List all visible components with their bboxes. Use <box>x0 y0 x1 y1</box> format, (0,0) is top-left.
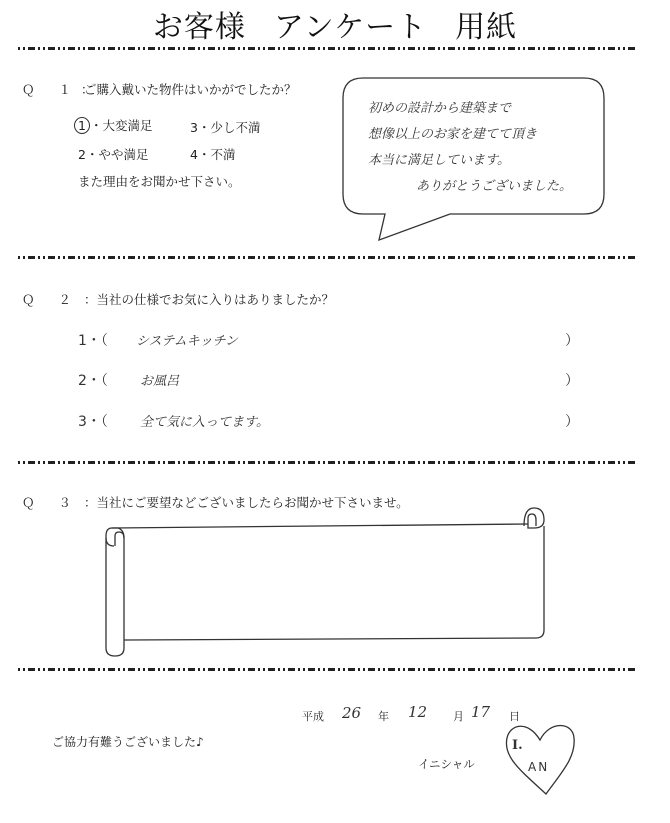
scroll-right-edge <box>536 526 544 638</box>
date-year-unit: 年 <box>378 710 389 723</box>
scroll-left-inner <box>106 538 114 546</box>
option-number: 2 <box>78 147 86 162</box>
option-number: 4 <box>190 147 198 162</box>
date-month: 12 <box>408 703 428 721</box>
answer-line: ありがとうございました。 <box>416 179 573 194</box>
title-part-customer: お客様 <box>152 10 246 45</box>
answer-line: 想像以上のお家を建てて頂き <box>368 127 538 142</box>
answer-line: 初めの設計から建築まで <box>368 101 512 116</box>
q1-label: Ｑ １： <box>22 82 104 97</box>
q2-item-2-number: 2・（ <box>78 373 108 389</box>
q2-item-1-number: 1・（ <box>78 333 108 349</box>
scroll-right-roll <box>524 508 544 528</box>
q1-reason-prompt: また理由をお聞かせ下さい。 <box>78 174 241 189</box>
option-text: ・不満 <box>197 147 236 162</box>
q2-item-3-answer: 全て気に入ってます。 <box>140 415 269 430</box>
q3-label: Ｑ ３ <box>22 495 81 510</box>
initial-line-2: AN <box>528 760 550 774</box>
q2-question: ：当社の仕様でお気に入りはありましたか？ <box>84 292 335 307</box>
q2-label: Ｑ ２ <box>22 292 81 307</box>
q3-question: ：当社にご要望などございましたらお聞かせ下さいませ。 <box>84 495 409 510</box>
q2-item-1-close: ） <box>565 333 579 349</box>
option-number: 1 <box>78 118 86 133</box>
q2-item-2-answer: お風呂 <box>140 374 180 389</box>
q3-answer-area[interactable] <box>140 545 530 625</box>
separator-line <box>18 461 638 464</box>
option-text: ・大変満足 <box>89 118 153 133</box>
scroll-left-curl <box>115 532 124 546</box>
scroll-bottom-edge <box>124 638 536 640</box>
date-month-unit: 月 <box>453 710 464 723</box>
separator-line <box>18 668 638 671</box>
q2-item-3-close: ） <box>565 414 579 430</box>
option-text: ・少し不満 <box>197 120 261 135</box>
title-part-form: 用紙 <box>455 10 518 45</box>
option-number: 3 <box>190 120 198 135</box>
q2-item-3-number: 3・（ <box>78 414 108 430</box>
q2-item-2-close: ） <box>565 373 579 389</box>
initial-line-1: I. <box>512 738 523 753</box>
q2-heading <box>22 290 334 308</box>
date-year: 26 <box>342 704 362 722</box>
title-part-survey: アンケート <box>273 10 428 45</box>
date-day: 17 <box>471 703 491 721</box>
separator-line <box>18 256 638 259</box>
thanks-message: ご協力有難うございました♪ <box>52 735 204 749</box>
q2-item-1-answer: システムキッチン <box>136 334 238 349</box>
date-era: 平成 <box>302 710 324 723</box>
scroll-left-roll <box>106 528 124 656</box>
q1-question: ご購入戴いた物件はいかがでしたか？ <box>84 82 297 97</box>
scroll-top-edge <box>112 524 528 528</box>
initial-label: イニシャル <box>418 757 475 771</box>
q3-heading <box>22 493 409 511</box>
answer-line: 本当に満足しています。 <box>368 153 510 168</box>
date-day-unit: 日 <box>509 710 520 723</box>
q1-handwritten-answer <box>368 96 572 200</box>
option-text: ・やや満足 <box>85 147 149 162</box>
